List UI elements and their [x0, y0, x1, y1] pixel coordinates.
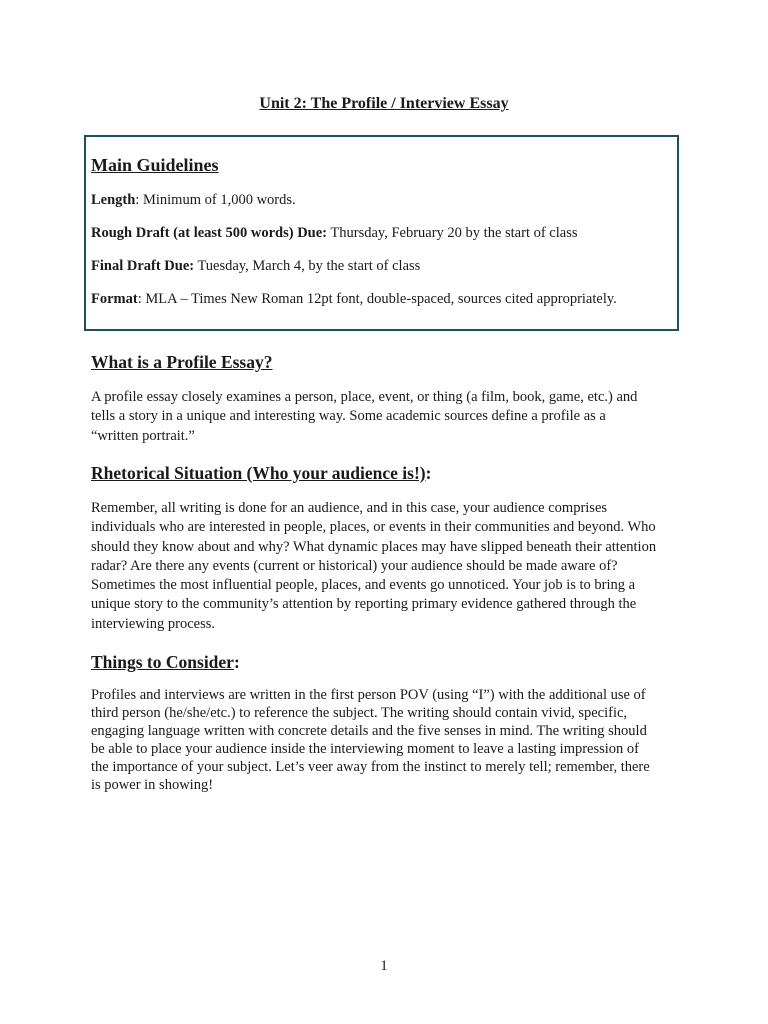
- paragraph-line: third person (he/she/etc.) to reference the subject. The writing should contain vivid, specific,: [91, 705, 628, 721]
- guidelines-box: [84, 135, 679, 331]
- format-line: [91, 290, 617, 308]
- paragraph-line: should they know about and why? What dynamic places may have slipped beneath their attention: [91, 538, 657, 555]
- paragraph-line: Sometimes the most influential people, places, and events go unnoticed. Your job is to bring a: [91, 577, 636, 594]
- paragraph-line: Profiles and interviews are written in the first person POV (using “I”) with the additional use of: [91, 687, 646, 703]
- paragraph-line: interviewing process.: [91, 615, 216, 632]
- paragraph-line: the importance of your subject. Let’s veer away from the instinct to merely tell; remember, there: [91, 759, 650, 775]
- section-heading-rhetorical-situation: [91, 462, 431, 484]
- paragraph-line: tells a story in a unique and interesting way. Some academic sources define a profile as a: [91, 408, 606, 425]
- final-draft-value: Tuesday, March 4, by the start of class: [194, 258, 421, 274]
- paragraph-line: be able to place your audience inside the interviewing moment to leave a lasting impression of: [91, 741, 640, 757]
- rough-draft-label: Rough Draft (at least 500 words) Due:: [91, 225, 328, 241]
- final-draft-label: Final Draft Due:: [91, 258, 195, 274]
- page-number: 1: [380, 958, 388, 974]
- format-value: : MLA – Times New Roman 12pt font, double-spaced, sources cited appropriately.: [137, 291, 617, 307]
- paragraph-line: engaging language written with concrete details and the five senses in mind. The writing should: [91, 723, 647, 739]
- paragraph-line: A profile essay closely examines a person, place, event, or thing (a film, book, game, etc.) and: [91, 389, 638, 405]
- section-paragraph-things-to-consider: [91, 686, 691, 794]
- guidelines-heading: Main Guidelines: [91, 155, 219, 175]
- section-heading-profile-essay: [91, 351, 273, 373]
- section-heading-text: Rhetorical Situation (Who your audience is!): [91, 463, 426, 483]
- rough-draft-value: Thursday, February 20 by the start of class: [327, 225, 578, 241]
- rough-draft-line: [91, 224, 578, 242]
- paragraph-line: Remember, all writing is done for an audience, and in this case, your audience comprises: [91, 500, 608, 516]
- format-label: Format: [91, 291, 138, 307]
- section-heading-suffix: :: [233, 652, 240, 672]
- section-heading-text: What is a Profile Essay?: [91, 352, 273, 372]
- paragraph-line: “written portrait.”: [91, 427, 195, 444]
- paragraph-line: is power in showing!: [91, 777, 214, 793]
- length-value: : Minimum of 1,000 words.: [135, 192, 296, 208]
- section-paragraph-rhetorical-situation: [91, 499, 691, 634]
- paragraph-line: radar? Are there any events (current or historical) your audience should be made aware of?: [91, 557, 618, 574]
- final-draft-line: [91, 257, 420, 275]
- length-line: [91, 191, 296, 209]
- section-heading-suffix: :: [425, 463, 432, 483]
- paragraph-line: unique story to the community’s attention by reporting primary evidence gathered through the: [91, 596, 637, 613]
- section-heading-text: Things to Consider: [91, 652, 234, 672]
- paragraph-line: individuals who are interested in people, places, or events in their communities and beyond. Who: [91, 519, 656, 536]
- section-heading-things-to-consider: [91, 651, 240, 673]
- page-title: Unit 2: The Profile / Interview Essay: [259, 95, 509, 112]
- length-label: Length: [91, 192, 136, 208]
- section-paragraph-profile-essay: [91, 388, 691, 446]
